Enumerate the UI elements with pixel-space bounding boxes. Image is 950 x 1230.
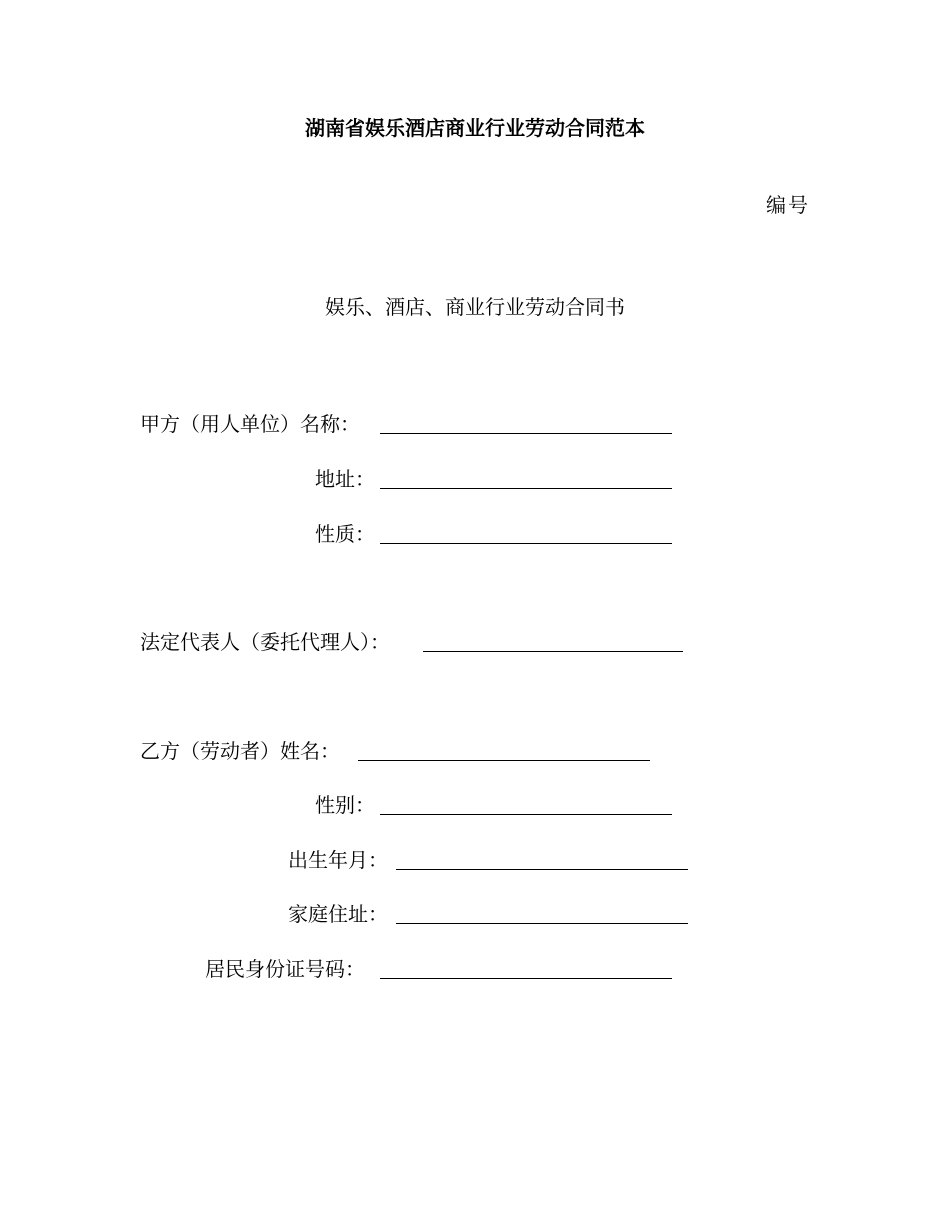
party-b-gender-field[interactable] [380,814,672,815]
party-b-birth-field[interactable] [396,869,688,870]
party-a-nature-label: 性质： [315,522,375,546]
serial-number-label: 编号 [766,193,810,217]
party-b-home-address-label: 家庭住址： [288,902,388,926]
party-b-name-label: 乙方（劳动者）姓名： [140,739,340,763]
legal-representative-field[interactable] [423,651,683,652]
party-b-gender-label: 性别： [315,793,375,817]
document-title: 湖南省娱乐酒店商业行业劳动合同范本 [305,116,645,140]
party-a-nature-field[interactable] [380,543,672,544]
party-b-name-field[interactable] [358,760,650,761]
legal-representative-label: 法定代表人（委托代理人）： [140,630,390,654]
party-b-home-address-field[interactable] [396,923,688,924]
party-b-birth-label: 出生年月： [288,848,388,872]
party-b-id-number-label: 居民身份证号码： [205,957,365,981]
party-a-address-label: 地址： [315,467,375,491]
party-b-id-number-field[interactable] [380,978,672,979]
party-a-address-field[interactable] [380,488,672,489]
party-a-name-label: 甲方（用人单位）名称： [140,412,360,436]
party-a-name-field[interactable] [380,433,672,434]
contract-subtitle: 娱乐、酒店、商业行业劳动合同书 [325,295,625,319]
